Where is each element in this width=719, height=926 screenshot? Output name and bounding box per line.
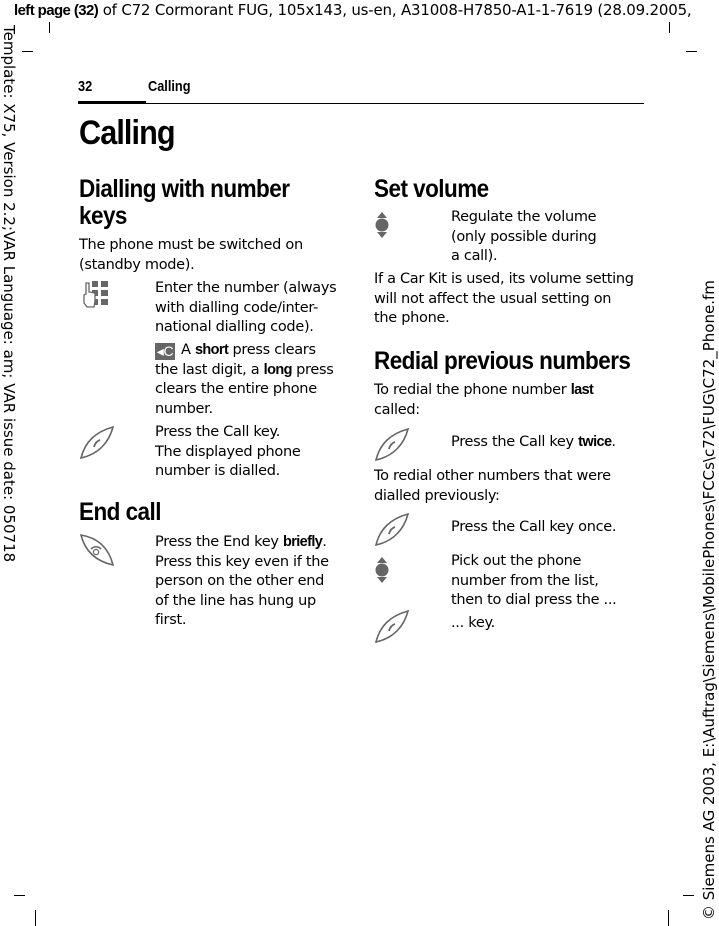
text-line: person on the other end — [155, 573, 325, 589]
text-line: first. — [155, 612, 187, 628]
text-line: The displayed phone — [155, 443, 301, 460]
text-line: dialled previously: — [374, 487, 500, 504]
text-line: Press the Call key. — [155, 424, 281, 440]
heading-set-volume: Set volume — [374, 175, 489, 203]
redial-other-intro — [374, 467, 611, 506]
heading-line: Dialling with number — [79, 175, 290, 203]
text-line — [155, 533, 329, 553]
emphasis: long — [263, 361, 292, 378]
end-key-icon — [79, 533, 115, 567]
template-info-text: Template: X75, Version 2.2;VAR Language: am; VAR issue date: 050718 — [0, 25, 18, 563]
heading-end-call: End call — [79, 498, 161, 526]
heading-line: keys — [79, 202, 127, 230]
template-info-vertical — [0, 25, 19, 585]
text-line: To redial other numbers that were — [374, 468, 611, 484]
emphasis: last — [570, 382, 594, 398]
step-call-twice — [451, 433, 616, 453]
text: Press the End key — [155, 534, 283, 550]
navigation-key-icon — [374, 556, 390, 584]
call-key-icon — [374, 513, 410, 547]
redial-last-intro — [374, 381, 593, 420]
text-line: the phone. — [374, 310, 450, 326]
text: press clears — [228, 342, 316, 358]
step-enter-number — [155, 279, 336, 338]
print-meta-top — [14, 0, 692, 21]
running-header-title: Calling — [148, 78, 191, 95]
crop-mark — [683, 895, 694, 896]
print-meta-info: of C72 Cormorant FUG, 105x143, us-en, A31008-H7850-A1-1-7619 (28.09.2005, — [98, 1, 692, 19]
crop-mark — [669, 22, 670, 33]
text-line: number. — [155, 400, 213, 417]
text-line: number is dialled. — [155, 463, 280, 479]
text-line: of the line has hung up — [155, 592, 316, 609]
text-line: The phone must be switched on — [79, 237, 303, 253]
step-clear — [155, 341, 334, 419]
text-line: Pick out the phone — [451, 553, 582, 569]
step-end-call — [155, 533, 329, 631]
step-press-call — [155, 423, 300, 482]
text-line: Regulate the volume — [451, 209, 597, 225]
emphasis: briefly — [282, 534, 323, 550]
text-line: clears the entire phone — [155, 381, 317, 397]
call-key-icon — [79, 426, 115, 460]
car-kit-note — [374, 270, 634, 329]
keypad-icon — [82, 281, 110, 309]
navigation-key-icon — [374, 211, 390, 239]
call-key-icon — [374, 428, 410, 462]
crop-mark — [22, 51, 33, 52]
text-line — [155, 361, 334, 381]
page-number: 32 — [78, 78, 93, 95]
crop-mark — [686, 51, 697, 52]
print-meta-page: left page (32) — [14, 2, 99, 19]
crop-mark — [49, 22, 50, 33]
text-line: (standby mode). — [79, 256, 195, 273]
text-line: Press this key even if the — [155, 553, 329, 570]
text-line — [155, 341, 334, 361]
copyright-text: © Siemens AG 2003, E:\Auftrag\Siemens\MobilePhones\FCCs\c72\FUG\C72_Phone.fm — [700, 280, 718, 920]
text: To redial the phone number — [374, 382, 571, 398]
copyright-vertical — [699, 280, 719, 920]
text-line — [374, 381, 593, 401]
text: Press the Call key — [451, 434, 579, 450]
text-line: a call). — [451, 248, 498, 264]
header-rule — [78, 103, 644, 104]
text: the last digit, a — [155, 361, 264, 378]
page-title: Calling — [79, 114, 175, 152]
call-key-icon — [374, 610, 410, 644]
text-line: national dialling code). — [155, 319, 314, 335]
crop-mark — [35, 910, 36, 926]
heading-redial: Redial previous numbers — [374, 347, 631, 375]
text-line: then to dial press the ... — [451, 592, 617, 608]
text-line: Enter the number (always — [155, 280, 337, 296]
step-pick-number — [451, 552, 616, 611]
step-key: ... key. — [451, 615, 495, 631]
text-line: If a Car Kit is used, its volume setting — [374, 271, 634, 287]
emphasis: twice — [578, 434, 612, 450]
text: . — [322, 534, 327, 550]
crop-mark — [668, 910, 669, 926]
text-line: will not affect the usual setting on — [374, 290, 612, 307]
step-regulate-volume — [451, 208, 596, 267]
heading-dialling — [79, 176, 289, 230]
clear-key-icon: ◂C — [156, 343, 174, 359]
text: press — [291, 361, 334, 378]
text-line: called: — [374, 401, 420, 418]
dialling-intro — [79, 236, 303, 275]
text: . — [611, 434, 616, 450]
emphasis: short — [194, 342, 229, 358]
text-line: number from the list, — [451, 572, 599, 589]
text-line: (only possible during — [451, 228, 597, 245]
text: A — [181, 342, 195, 358]
crop-mark — [14, 895, 25, 896]
step-call-once: Press the Call key once. — [451, 519, 617, 535]
text-line: with dialling code/inter- — [155, 299, 319, 316]
